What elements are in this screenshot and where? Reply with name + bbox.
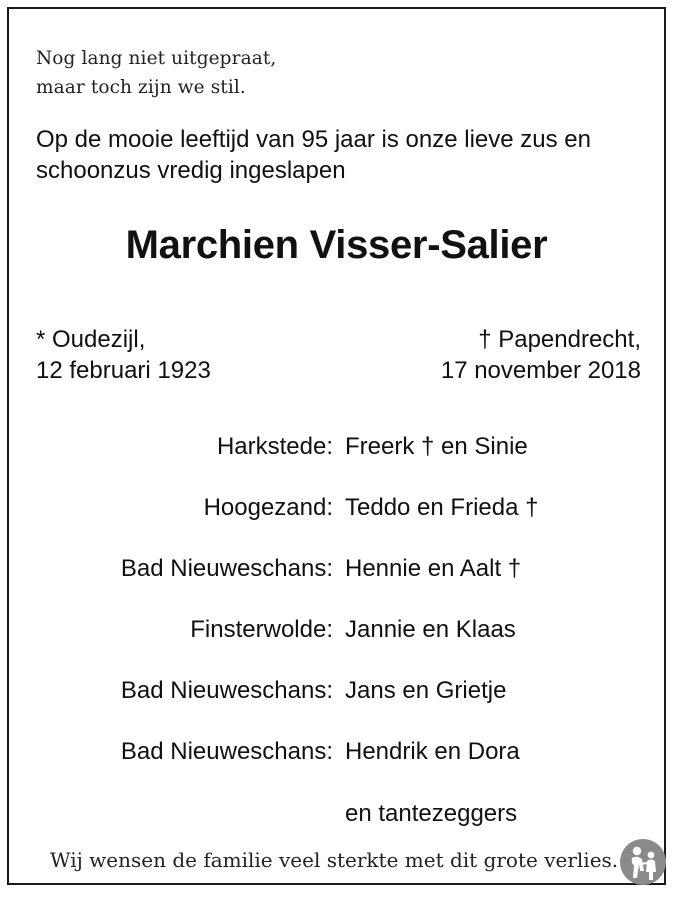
birth-place: * Oudezijl, [36,326,146,353]
death-place: † Papendrecht, [478,326,641,353]
motto-line-2: maar toch zijn we stil. [36,77,246,98]
family-row [9,616,664,648]
family-row [9,800,664,832]
death-date: 17 november 2018 [440,357,641,384]
family-place: Bad Nieuweschans: [120,555,333,582]
family-names: Hennie en Aalt † [345,555,522,582]
family-row [9,677,664,709]
family-row [9,555,664,587]
birth-date: 12 februari 1923 [36,357,211,384]
family-row [9,433,664,465]
family-place: Hoogezand: [203,494,333,521]
motto [36,44,276,102]
deceased-name: Marchien Visser-Salier [125,223,548,267]
death-info [441,324,641,386]
birth-info [36,324,211,386]
closing-message: Wij wensen de familie veel sterkte met dit grote verlies. [50,848,619,872]
intro-line-2: schoonzus vredig ingeslapen [36,157,346,184]
family-place: Bad Nieuweschans: [120,738,333,765]
family-row [9,738,664,770]
family-names: Teddo en Frieda † [345,494,539,521]
family-names: Hendrik en Dora [345,738,520,765]
family-names: Freerk † en Sinie [345,433,528,460]
family-names: Jannie en Klaas [345,616,516,643]
obituary-card [7,7,666,885]
family-names: en tantezeggers [345,800,518,827]
family-place: Finsterwolde: [190,616,333,643]
intro-line-1: Op de mooie leeftijd van 95 jaar is onze lieve zus en [36,126,591,153]
intro-text [36,124,656,186]
family-row [9,494,664,526]
family-place: Bad Nieuweschans: [120,677,333,704]
family-place: Harkstede: [216,433,333,460]
motto-line-1: Nog lang niet uitgepraat, [36,48,277,69]
family-names: Jans en Grietje [345,677,507,704]
memorial-figure-icon [619,838,667,886]
